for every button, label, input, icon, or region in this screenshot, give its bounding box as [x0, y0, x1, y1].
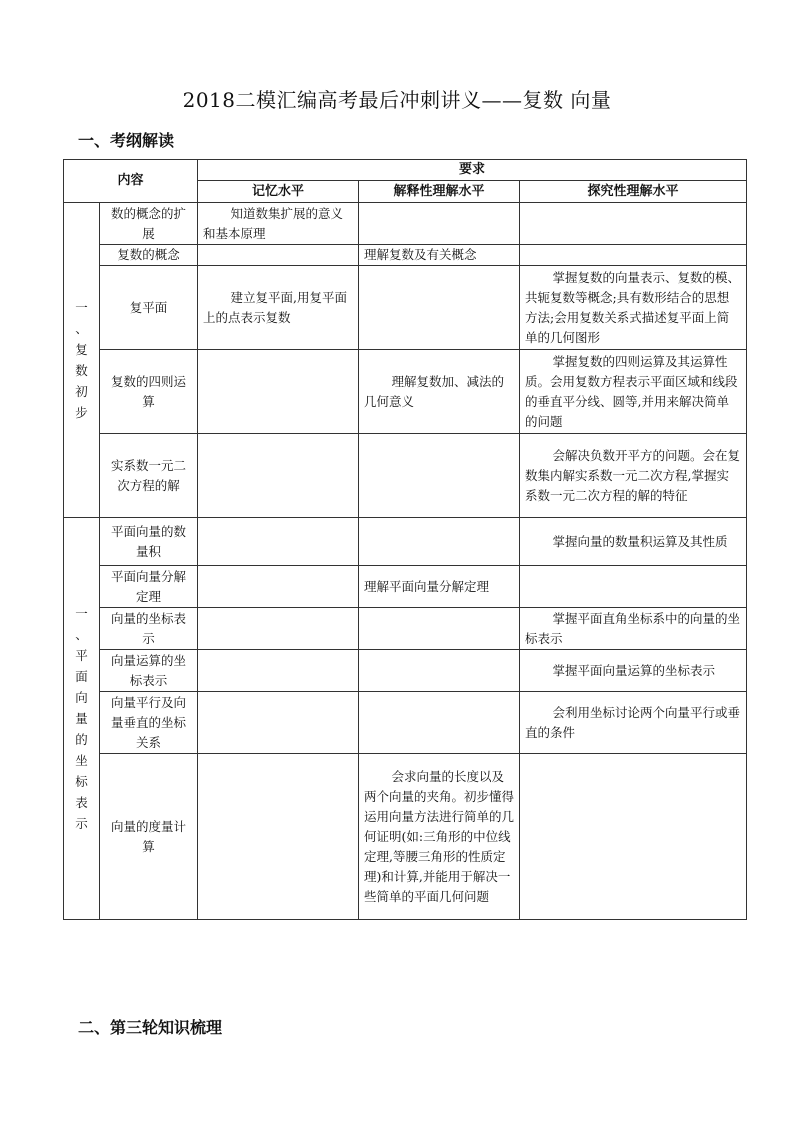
topic-cell: 向量的度量计算 [100, 754, 198, 920]
topic-cell: 向量运算的坐标表示 [100, 650, 198, 692]
memory-level-cell [198, 754, 359, 920]
table-row [64, 245, 747, 266]
memory-level-cell: 建立复平面,用复平面上的点表示复数 [198, 266, 359, 350]
exploratory-level-cell [520, 245, 747, 266]
topic-cell: 复数的四则运算 [100, 350, 198, 434]
table-row [64, 608, 747, 650]
memory-level-cell [198, 245, 359, 266]
header-requirements: 要求 [198, 160, 747, 181]
topic-cell: 平面向量分解定理 [100, 566, 198, 608]
exploratory-level-cell: 掌握复数的四则运算及其运算性质。会用复数方程表示平面区域和线段的垂直平分线、圆等,并用来解决简单的问题 [520, 350, 747, 434]
memory-level-cell [198, 350, 359, 434]
explanatory-level-cell [359, 266, 520, 350]
memory-level-cell [198, 692, 359, 754]
topic-cell: 实系数一元二次方程的解 [100, 434, 198, 518]
memory-level-cell [198, 650, 359, 692]
topic-cell: 数的概念的扩展 [100, 203, 198, 245]
exploratory-level-cell [520, 754, 747, 920]
table-row [64, 518, 747, 566]
table-row [64, 203, 747, 245]
memory-level-cell [198, 434, 359, 518]
page-title: 2018二模汇编高考最后冲刺讲义——复数 向量 [182, 88, 612, 112]
exploratory-level-cell: 掌握向量的数量积运算及其性质 [520, 518, 747, 566]
table-row [64, 692, 747, 754]
header-exploratory-level: 探究性理解水平 [520, 181, 747, 203]
syllabus-table [63, 159, 747, 920]
table-row [64, 650, 747, 692]
exploratory-level-cell [520, 566, 747, 608]
header-content: 内容 [64, 160, 198, 203]
memory-level-cell [198, 518, 359, 566]
explanatory-level-cell: 理解平面向量分解定理 [359, 566, 520, 608]
table-row [64, 434, 747, 518]
table-row [64, 754, 747, 920]
topic-cell: 向量平行及向量垂直的坐标关系 [100, 692, 198, 754]
topic-cell: 向量的坐标表示 [100, 608, 198, 650]
exploratory-level-cell: 掌握复数的向量表示、复数的模、共轭复数等概念;具有数形结合的思想方法;会用复数关系式描述复平面上简单的几何图形 [520, 266, 747, 350]
group-label: 一 、 复 数 初 步 [64, 203, 100, 518]
explanatory-level-cell [359, 518, 520, 566]
explanatory-level-cell [359, 608, 520, 650]
exploratory-level-cell: 掌握平面向量运算的坐标表示 [520, 650, 747, 692]
explanatory-level-cell: 会求向量的长度以及两个向量的夹角。初步懂得运用向量方法进行简单的几何证明(如:三角形的中位线定理,等腰三角形的性质定理)和计算,并能用于解决一些简单的平面几何问题 [359, 754, 520, 920]
explanatory-level-cell [359, 692, 520, 754]
topic-cell: 平面向量的数量积 [100, 518, 198, 566]
exploratory-level-cell: 会利用坐标讨论两个向量平行或垂直的条件 [520, 692, 747, 754]
explanatory-level-cell [359, 203, 520, 245]
section-heading-syllabus: 一、考纲解读 [78, 131, 175, 150]
memory-level-cell [198, 566, 359, 608]
header-memory-level: 记忆水平 [198, 181, 359, 203]
exploratory-level-cell [520, 203, 747, 245]
exploratory-level-cell: 会解决负数开平方的问题。会在复数集内解实系数一元二次方程,掌握实系数一元二次方程的解的特征 [520, 434, 747, 518]
explanatory-level-cell [359, 650, 520, 692]
explanatory-level-cell: 理解复数及有关概念 [359, 245, 520, 266]
explanatory-level-cell: 理解复数加、减法的几何意义 [359, 350, 520, 434]
explanatory-level-cell [359, 434, 520, 518]
table-row [64, 266, 747, 350]
table-row [64, 350, 747, 434]
exploratory-level-cell: 掌握平面直角坐标系中的向量的坐标表示 [520, 608, 747, 650]
memory-level-cell [198, 608, 359, 650]
topic-cell: 复数的概念 [100, 245, 198, 266]
topic-cell: 复平面 [100, 266, 198, 350]
group-label: 一 、 平 面 向 量 的 坐 标 表 示 [64, 518, 100, 920]
table-row [64, 566, 747, 608]
memory-level-cell: 知道数集扩展的意义和基本原理 [198, 203, 359, 245]
header-explanatory-level: 解释性理解水平 [359, 181, 520, 203]
section-heading-knowledge-review: 二、第三轮知识梳理 [78, 1018, 223, 1037]
